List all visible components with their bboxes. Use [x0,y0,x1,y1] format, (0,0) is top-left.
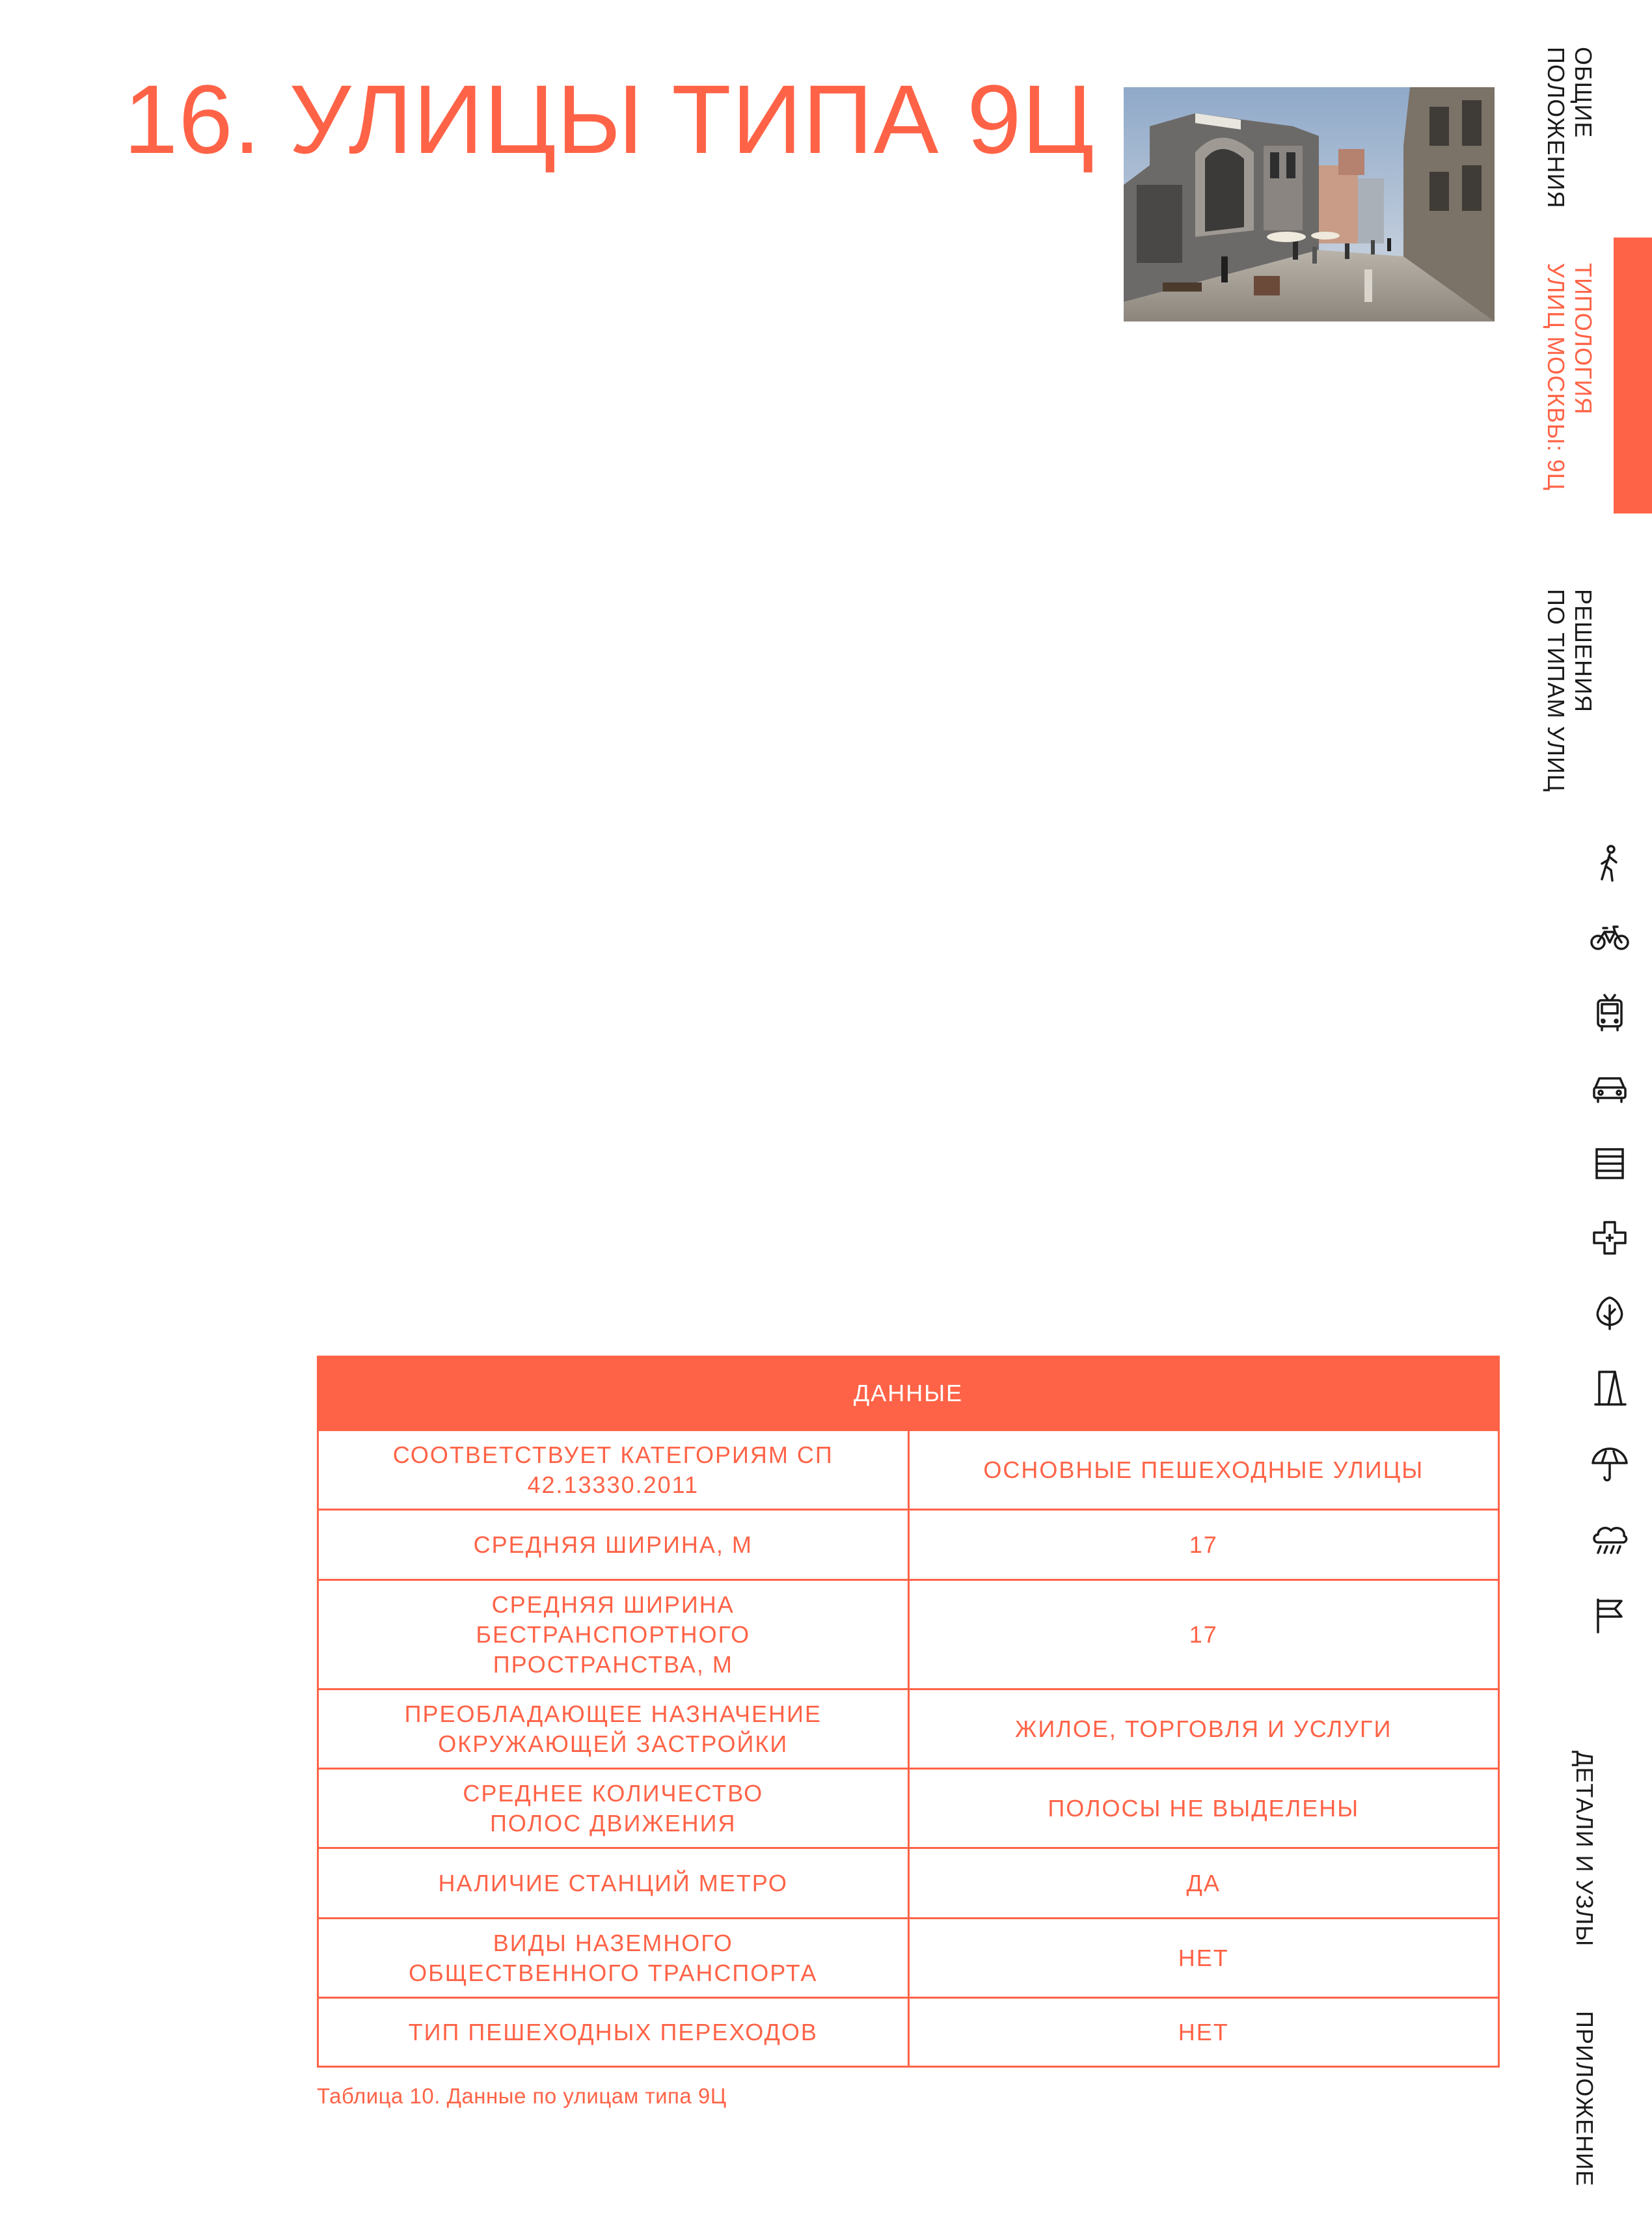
row-label: ПРЕОБЛАДАЮЩЕЕ НАЗНАЧЕНИЕ ОКРУЖАЮЩЕЙ ЗАСТРОЙКИ [318,1689,909,1769]
nav-general[interactable] [1542,47,1597,208]
nav-typology-line1: ТИПОЛОГИЯ [1570,263,1597,415]
nav-solutions[interactable] [1542,589,1597,792]
row-value: ДА [908,1848,1499,1919]
nav-general-line2: ПОЛОЖЕНИЯ [1543,47,1569,209]
row-value: 17 [908,1580,1499,1689]
table-caption: Таблица 10. Данные по улицам типа 9Ц [317,2084,727,2108]
cross-icon[interactable] [1589,1217,1631,1259]
row-label: НАЛИЧИЕ СТАНЦИЙ МЕТРО [318,1848,909,1919]
row-value: НЕТ [908,1919,1499,1998]
page-title: 16. УЛИЦЫ ТИПА 9Ц [124,64,1095,174]
row-label: ТИП ПЕШЕХОДНЫХ ПЕРЕХОДОВ [318,1998,909,2067]
nav-active-indicator [1614,238,1652,513]
row-value: 17 [908,1510,1499,1580]
row-value: ЖИЛОЕ, ТОРГОВЛЯ И УСЛУГИ [908,1689,1499,1769]
nav-general-line1: ОБЩИЕ [1570,47,1597,139]
row-label: СРЕДНЕЕ КОЛИЧЕСТВО ПОЛОС ДВИЖЕНИЯ [318,1769,909,1848]
row-value: ОСНОВНЫЕ ПЕШЕХОДНЫЕ УЛИЦЫ [908,1430,1499,1510]
row-label: ВИДЫ НАЗЕМНОГО ОБЩЕСТВЕННОГО ТРАНСПОРТА [318,1919,909,1998]
table-row [318,1919,1499,1998]
nav-details[interactable]: ДЕТАЛИ И УЗЛЫ [1571,1751,1598,1947]
row-value: ПОЛОСЫ НЕ ВЫДЕЛЕНЫ [908,1769,1499,1848]
flag-icon[interactable] [1589,1594,1631,1636]
row-value: НЕТ [908,1998,1499,2067]
car-icon[interactable] [1589,1068,1631,1110]
weather-icon[interactable] [1589,1518,1631,1559]
trolleybus-icon[interactable] [1589,992,1631,1034]
nav-typology[interactable] [1542,263,1597,491]
table-row [318,1848,1499,1919]
nav-typology-line2: УЛИЦ МОСКВЫ: 9Ц [1543,263,1569,491]
nav-solutions-line1: РЕШЕНИЯ [1570,589,1597,713]
nav-solutions-line2: ПО ТИПАМ УЛИЦ [1543,589,1569,793]
row-label: СРЕДНЯЯ ШИРИНА, М [318,1510,909,1580]
umbrella-icon[interactable] [1589,1443,1631,1485]
table-row [318,1510,1499,1580]
table-row [318,1769,1499,1848]
data-table [317,1356,1500,2068]
row-label: СРЕДНЯЯ ШИРИНА БЕСТРАНСПОРТНОГО ПРОСТРАНСТВА, М [318,1580,909,1689]
table-row [318,1430,1499,1510]
bicycle-icon[interactable] [1589,916,1631,958]
table-header: ДАННЫЕ [318,1357,1499,1430]
street-photo [1124,87,1495,321]
table-row [318,1580,1499,1689]
table-header-row [318,1357,1499,1430]
row-label: СООТВЕТСТВУЕТ КАТЕГОРИЯМ СП 42.13330.2011 [318,1430,909,1510]
lamp-icon[interactable] [1589,1367,1631,1408]
tree-icon[interactable] [1589,1292,1631,1334]
layers-icon[interactable] [1589,1143,1631,1184]
pedestrian-icon[interactable] [1589,843,1631,884]
table-row [318,1689,1499,1769]
table-row [318,1998,1499,2067]
nav-appendix[interactable]: ПРИЛОЖЕНИЕ [1571,2011,1598,2187]
